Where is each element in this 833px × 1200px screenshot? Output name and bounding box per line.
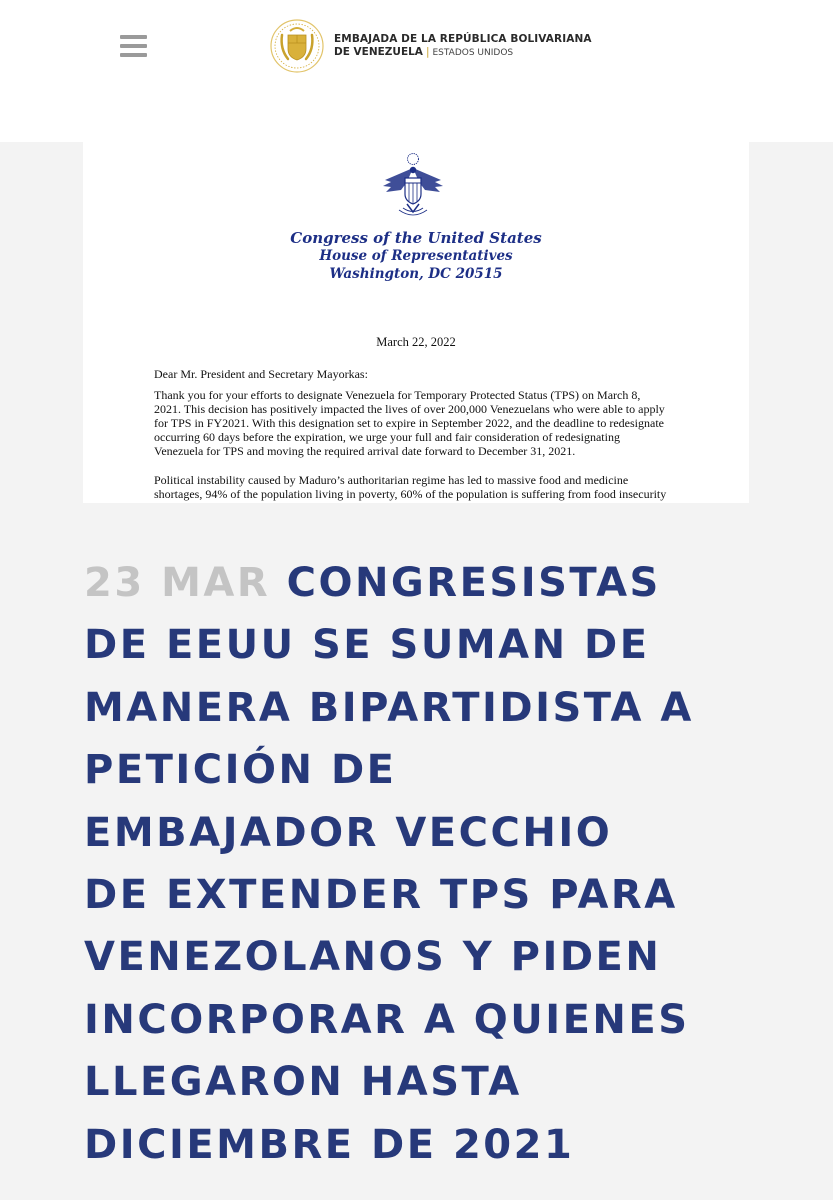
- post-title-line: DICIEMBRE DE 2021: [84, 1121, 575, 1168]
- post-title-line: INCORPORAR A QUIENES: [84, 996, 690, 1043]
- post-title-line: LLEGARON HASTA: [84, 1059, 522, 1106]
- letter-line: shortages, 94% of the population living in poverty, 60% of the population is suffering from food insecurity: [154, 487, 667, 501]
- post-date: 23 MAR: [84, 560, 271, 606]
- letter-date: March 22, 2022: [376, 335, 456, 349]
- post-title-line: DE EXTENDER TPS PARA: [84, 872, 678, 919]
- letter-line: for TPS in FY2021. With this designation set to expire in September 2022, and the deadline to redesignate: [154, 416, 664, 430]
- post-title-line: DE EEUU SE SUMAN DE: [84, 622, 650, 669]
- post-title-line: PETICIÓN DE: [84, 747, 397, 794]
- featured-letter-image[interactable]: [83, 142, 749, 503]
- letterhead-address: Washington, DC 20515: [329, 266, 503, 282]
- letter-line: Thank you for your efforts to designate Venezuela for Temporary Protected Status (TPS) on March 8,: [154, 388, 641, 402]
- letter-line: occurring 60 days before the expiration, we urge your full and fair consideration of redesignating: [154, 430, 620, 444]
- embassy-logo[interactable]: [270, 18, 592, 74]
- letterhead-congress: Congress of the United States: [290, 229, 542, 247]
- menu-bar: [120, 35, 147, 39]
- post-title-line: EMBAJADOR VECCHIO: [84, 809, 613, 856]
- letter-paragraph-2: [154, 473, 684, 501]
- menu-bar: [120, 44, 147, 48]
- logo-country: ESTADOS UNIDOS: [432, 47, 514, 58]
- eagle-seal-icon: [381, 152, 445, 220]
- post-title-text: CONGRESISTAS: [286, 560, 661, 606]
- site-header: [0, 0, 833, 142]
- logo-text: [334, 33, 592, 59]
- hamburger-menu-icon[interactable]: [120, 35, 147, 57]
- letter-line: Political instability caused by Maduro’s authoritarian regime has led to massive food and medicine: [154, 473, 629, 487]
- letter-paragraph-1: [154, 388, 684, 458]
- coat-of-arms-seal-icon: [270, 19, 324, 73]
- letter-salutation: Dear Mr. President and Secretary Mayorkas:: [154, 367, 368, 381]
- post-title[interactable]: [84, 552, 774, 1176]
- letter-line: Venezuela for TPS and moving the required arrival date forward to December 31, 2021.: [154, 444, 576, 458]
- letterhead-house: House of Representatives: [319, 248, 513, 264]
- logo-line-1: EMBAJADA DE LA REPÚBLICA BOLIVARIANA: [334, 32, 592, 45]
- logo-line-2: [334, 46, 592, 59]
- post-title-line: MANERA BIPARTIDISTA A: [84, 684, 694, 731]
- post-title-line: VENEZOLANOS Y PIDEN: [84, 934, 662, 981]
- logo-separator: |: [425, 45, 430, 58]
- letter-line: 2021. This decision has positively impacted the lives of over 200,000 Venezuelans who were able to apply: [154, 402, 665, 416]
- menu-bar: [120, 53, 147, 57]
- post-title-line: [84, 552, 774, 614]
- logo-line-2-text: DE VENEZUELA: [334, 45, 423, 58]
